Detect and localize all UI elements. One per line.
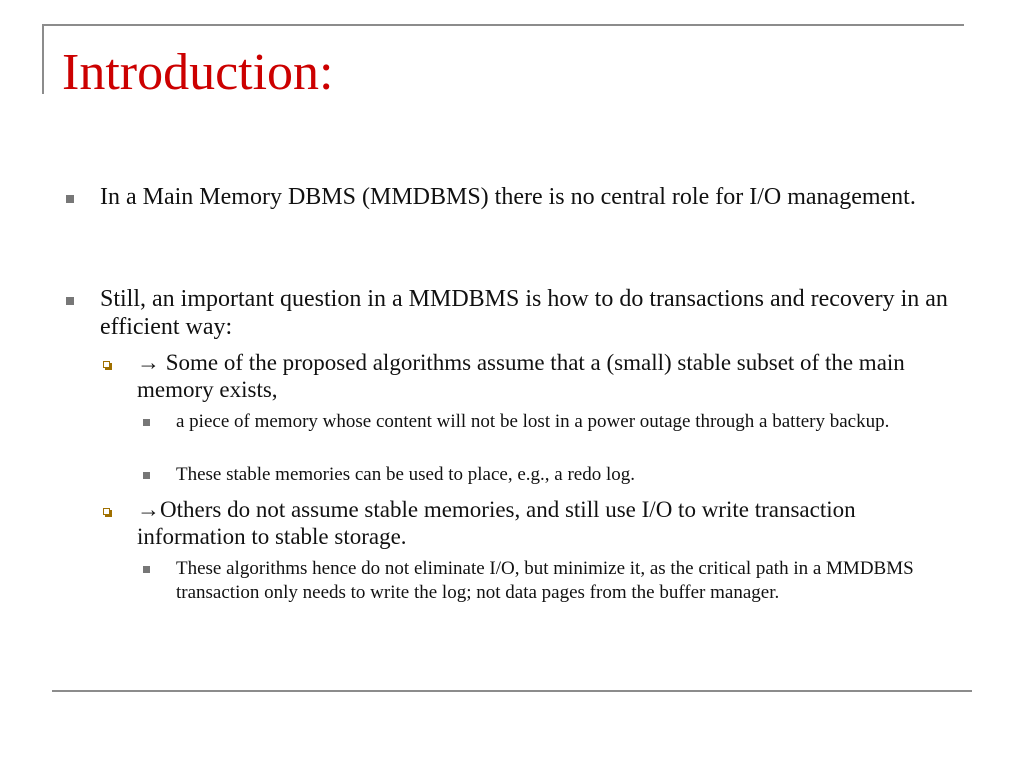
sub-sub-bullet-minimize-io	[176, 557, 966, 605]
slide-title: Introduction:	[62, 44, 334, 101]
footer-rule	[52, 690, 972, 692]
bullet-text: Still, an important question in a MMDBMS is how to do transactions and recovery in an efficient way:	[100, 286, 948, 340]
square-bullet-icon	[143, 419, 150, 426]
sub-bullet-no-stable-memories	[137, 496, 967, 550]
sub-sub-bullet-battery-backup	[176, 410, 966, 434]
square-bullet-icon	[66, 297, 74, 305]
square-bullet-icon	[143, 566, 150, 573]
sub-bullet-stable-subset	[137, 349, 967, 403]
square-bullet-icon	[143, 472, 150, 479]
frame-vertical-rule	[42, 24, 44, 94]
sub-sub-bullet-text: These stable memories can be used to place, e.g., a redo log.	[176, 464, 635, 485]
hollow-square-bullet-icon	[103, 361, 110, 368]
square-bullet-icon	[66, 195, 74, 203]
bullet-item-io-management	[100, 183, 960, 211]
frame-top-rule	[42, 24, 964, 26]
sub-bullet-text: →Others do not assume stable memories, and still use I/O to write transaction information to stable storage.	[137, 497, 856, 549]
sub-sub-bullet-text: a piece of memory whose content will not be lost in a power outage through a battery backup.	[176, 411, 890, 432]
bullet-item-transactions-recovery	[100, 285, 960, 341]
hollow-square-bullet-icon	[103, 508, 110, 515]
sub-bullet-text: → Some of the proposed algorithms assume that a (small) stable subset of the main memory exists,	[137, 350, 905, 402]
bullet-text: In a Main Memory DBMS (MMDBMS) there is no central role for I/O management.	[100, 184, 916, 210]
sub-sub-bullet-redo-log	[176, 463, 966, 487]
sub-sub-bullet-text: These algorithms hence do not eliminate I/O, but minimize it, as the critical path in a MMDBMS transaction only needs to write the log; not data pages from the buffer manager.	[176, 558, 914, 603]
